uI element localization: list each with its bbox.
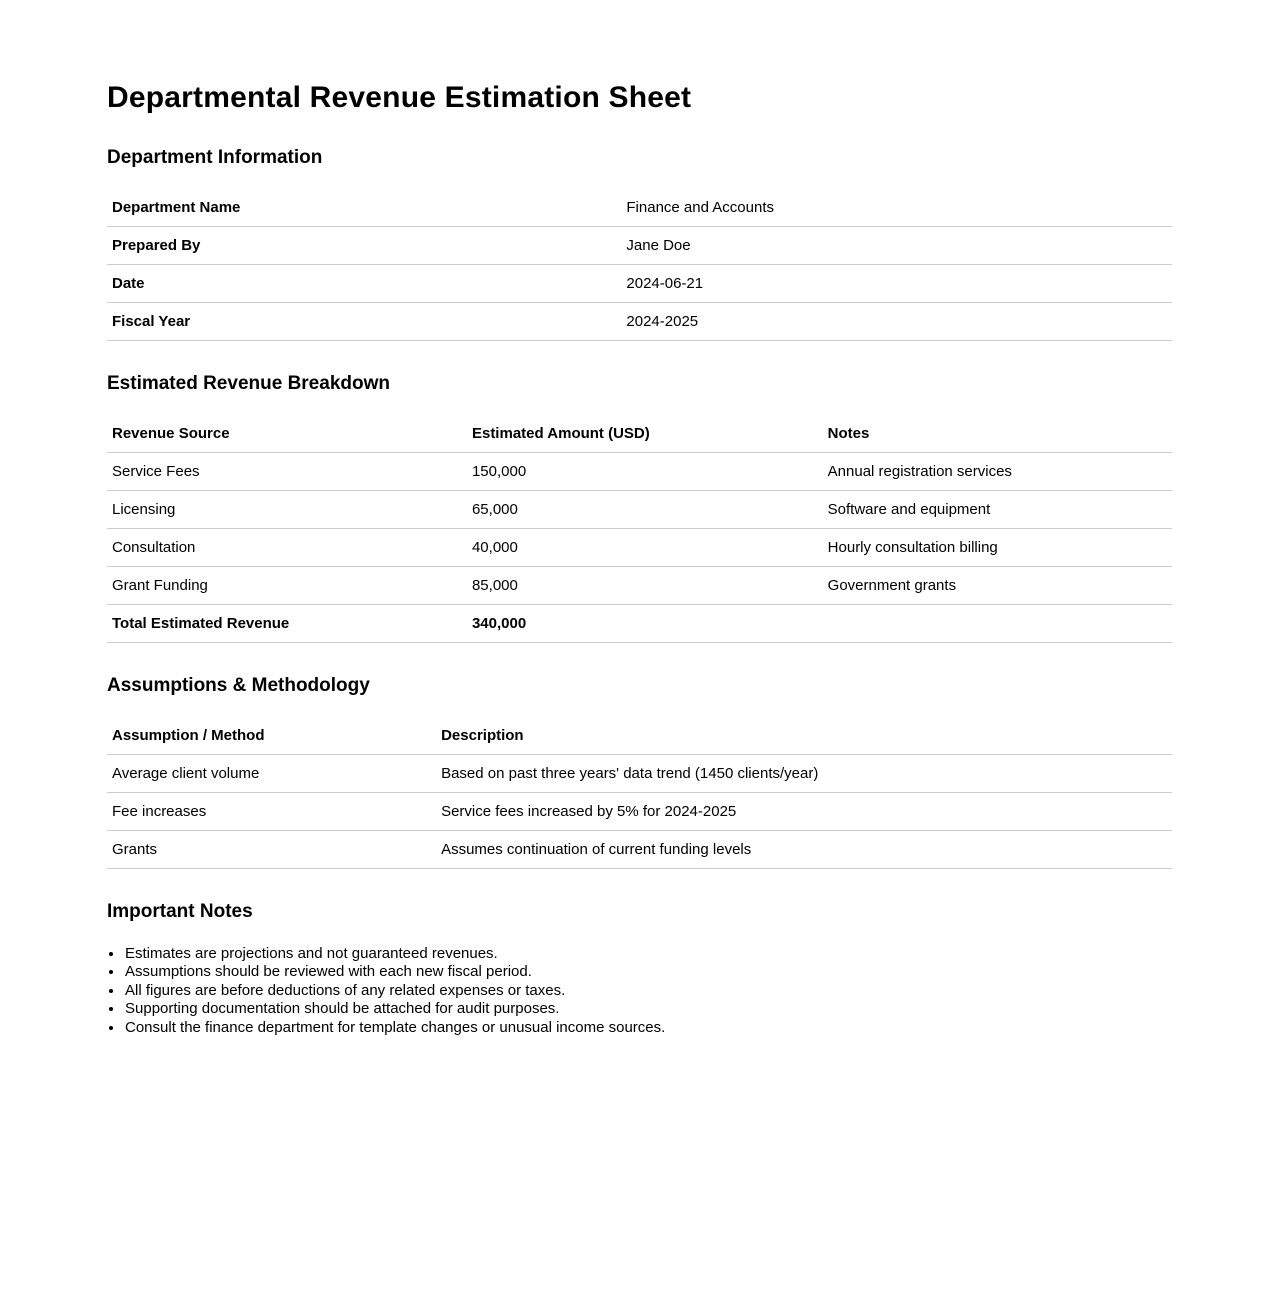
table-row — [107, 567, 1172, 605]
table-row — [107, 831, 1172, 869]
table-cell: Based on past three years' data trend (1450 clients/year) — [436, 755, 1172, 793]
total-revenue-label: Total Estimated Revenue — [107, 605, 467, 643]
section-heading-assumptions: Assumptions & Methodology — [107, 675, 370, 696]
column-header-description: Description — [436, 717, 1172, 755]
assumptions-table-body — [107, 755, 1172, 869]
department-info-table-body — [107, 189, 1172, 341]
page-title: Departmental Revenue Estimation Sheet — [107, 81, 692, 114]
table-row — [107, 227, 1172, 265]
table-cell: Government grants — [823, 567, 1172, 605]
table-header-row — [107, 415, 1172, 453]
table-cell: Service Fees — [107, 453, 467, 491]
table-row — [107, 755, 1172, 793]
total-revenue-value: 340,000 — [467, 605, 823, 643]
notes-list — [107, 945, 1172, 1036]
note-item: • All figures are before deductions of any related expenses or taxes. — [124, 982, 1172, 999]
table-cell: Consultation — [107, 529, 467, 567]
table-cell: Grant Funding — [107, 567, 467, 605]
table-cell: 2024-2025 — [621, 303, 1172, 341]
total-revenue-row — [107, 605, 1172, 643]
table-row — [107, 265, 1172, 303]
table-cell: Annual registration services — [823, 453, 1172, 491]
note-item: • Estimates are projections and not guaranteed revenues. — [124, 945, 1172, 962]
table-cell: Department Name — [107, 189, 621, 227]
column-header-assumption-method: Assumption / Method — [107, 717, 436, 755]
revenue-breakdown-table-body — [107, 453, 1172, 605]
table-row — [107, 793, 1172, 831]
table-cell: 40,000 — [467, 529, 823, 567]
table-cell: Assumes continuation of current funding levels — [436, 831, 1172, 869]
note-item: • Supporting documentation should be attached for audit purposes. — [124, 1000, 1172, 1017]
table-header-row — [107, 717, 1172, 755]
department-info-table — [107, 189, 1172, 341]
table-cell: Hourly consultation billing — [823, 529, 1172, 567]
table-cell: Licensing — [107, 491, 467, 529]
table-cell: 85,000 — [467, 567, 823, 605]
table-cell: Date — [107, 265, 621, 303]
section-heading-important-notes: Important Notes — [107, 901, 253, 922]
table-cell: 150,000 — [467, 453, 823, 491]
table-cell: Average client volume — [107, 755, 436, 793]
table-row — [107, 453, 1172, 491]
table-cell: Finance and Accounts — [621, 189, 1172, 227]
table-cell: Jane Doe — [621, 227, 1172, 265]
column-header-estimated-amount: Estimated Amount (USD) — [467, 415, 823, 453]
table-cell: 2024-06-21 — [621, 265, 1172, 303]
total-revenue-notes — [823, 605, 1172, 643]
table-cell: Grants — [107, 831, 436, 869]
table-cell: Prepared By — [107, 227, 621, 265]
note-item: • Assumptions should be reviewed with each new fiscal period. — [124, 963, 1172, 980]
table-row — [107, 491, 1172, 529]
section-heading-revenue-breakdown: Estimated Revenue Breakdown — [107, 373, 390, 394]
section-heading-department-information: Department Information — [107, 147, 323, 168]
table-row — [107, 189, 1172, 227]
column-header-notes: Notes — [823, 415, 1172, 453]
table-cell: Software and equipment — [823, 491, 1172, 529]
table-row — [107, 529, 1172, 567]
revenue-breakdown-table — [107, 415, 1172, 643]
column-header-revenue-source: Revenue Source — [107, 415, 467, 453]
table-cell: Fee increases — [107, 793, 436, 831]
assumptions-table — [107, 717, 1172, 869]
note-item: • Consult the finance department for template changes or unusual income sources. — [124, 1019, 1172, 1036]
table-cell: 65,000 — [467, 491, 823, 529]
table-cell: Fiscal Year — [107, 303, 621, 341]
table-row — [107, 303, 1172, 341]
table-cell: Service fees increased by 5% for 2024-2025 — [436, 793, 1172, 831]
